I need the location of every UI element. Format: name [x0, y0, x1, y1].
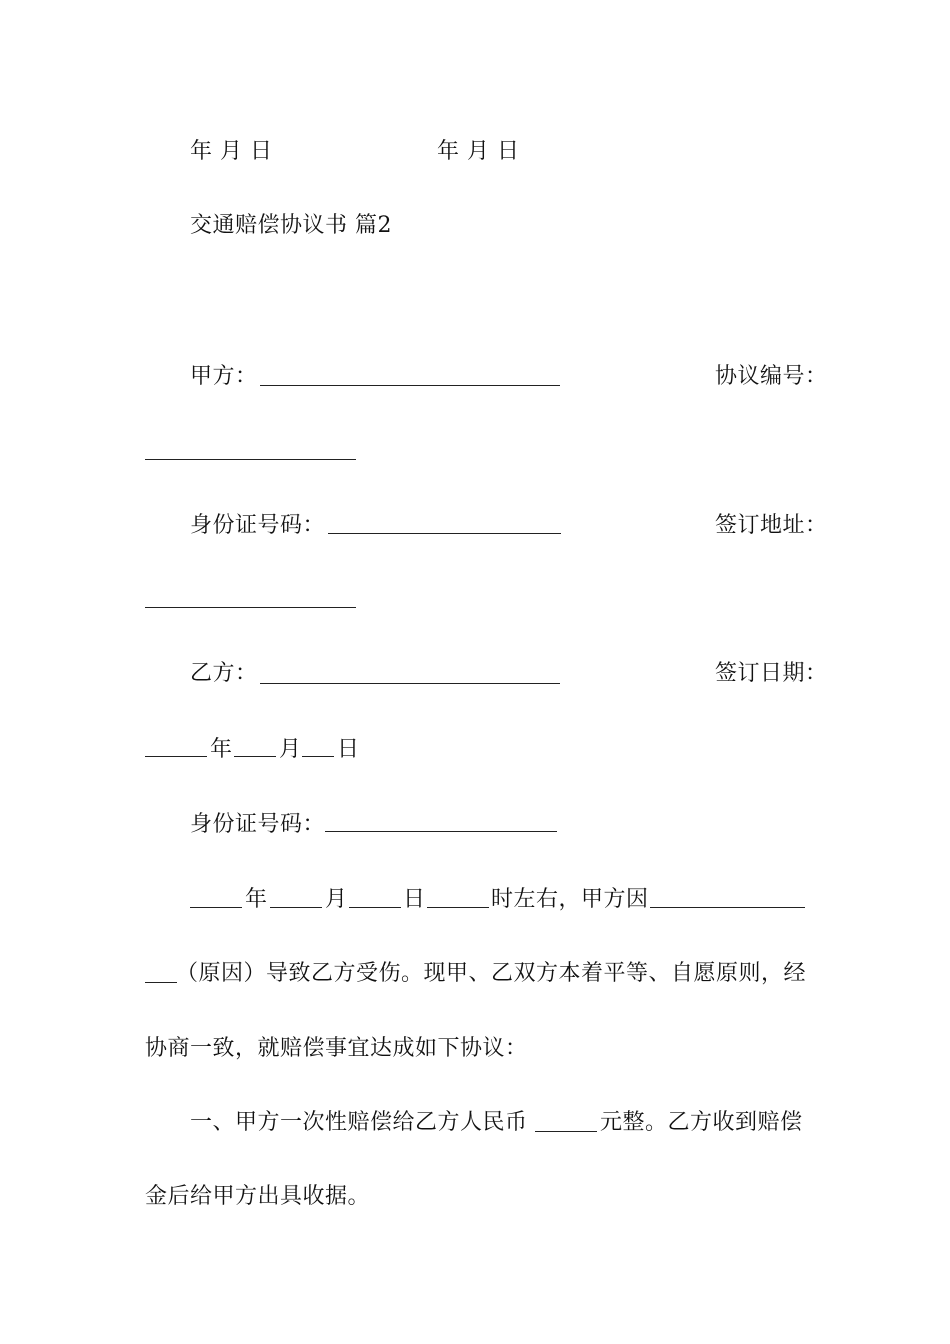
incident-month-blank[interactable]: [270, 907, 322, 908]
incident-day: 日: [403, 887, 426, 912]
clause-one-prefix: 一、甲方一次性赔偿给乙方人民币: [190, 1110, 528, 1135]
sign-date-month: 月: [279, 737, 302, 762]
document-title: 交通赔偿协议书 篇2: [190, 213, 392, 238]
incident-time-text: 时左右，甲方因: [491, 887, 649, 912]
incident-day-blank[interactable]: [349, 907, 401, 908]
id-number-blank-a[interactable]: [328, 533, 561, 534]
incident-cause-blank[interactable]: [650, 907, 805, 908]
incident-month: 月: [325, 887, 348, 912]
sign-date-day-blank[interactable]: [302, 756, 334, 757]
incident-cause-text: （原因）导致乙方受伤。现甲、乙双方本着平等、自愿原则，经: [176, 961, 807, 986]
party-b-blank[interactable]: [260, 683, 560, 684]
id-number-blank-b[interactable]: [325, 831, 557, 832]
id-number-label-b: 身份证号码：: [190, 812, 326, 837]
incident-year: 年: [245, 887, 268, 912]
sign-date-label: 签订日期：: [715, 661, 828, 686]
sign-date-day: 日: [337, 737, 360, 762]
incident-cause-blank-cont[interactable]: [145, 982, 177, 983]
id-number-label-a: 身份证号码：: [190, 513, 326, 538]
party-a-row: [190, 363, 258, 391]
sign-date-year: 年: [210, 737, 233, 762]
date-line-left: 年 月 日: [190, 139, 273, 164]
clause-one-cont: 金后给甲方出具收据。: [145, 1184, 371, 1209]
party-a-blank[interactable]: [260, 385, 560, 386]
incident-consult-text: 协商一致，就赔偿事宜达成如下协议：: [145, 1036, 528, 1061]
agreement-no-blank[interactable]: [145, 459, 356, 460]
date-line-right: 年 月 日: [437, 139, 520, 164]
party-b-label: 乙方：: [190, 661, 258, 686]
incident-year-blank[interactable]: [190, 907, 242, 908]
sign-address-label: 签订地址：: [715, 513, 828, 538]
sign-date-year-blank[interactable]: [145, 756, 207, 757]
sign-date-month-blank[interactable]: [234, 756, 276, 757]
agreement-no-label: 协议编号：: [715, 364, 828, 389]
compensation-amount-blank[interactable]: [535, 1131, 597, 1132]
party-a-label: 甲方：: [190, 364, 258, 389]
incident-hour-blank[interactable]: [427, 907, 489, 908]
sign-address-blank[interactable]: [145, 607, 356, 608]
clause-one-suffix: 元整。乙方收到赔偿: [600, 1110, 803, 1135]
